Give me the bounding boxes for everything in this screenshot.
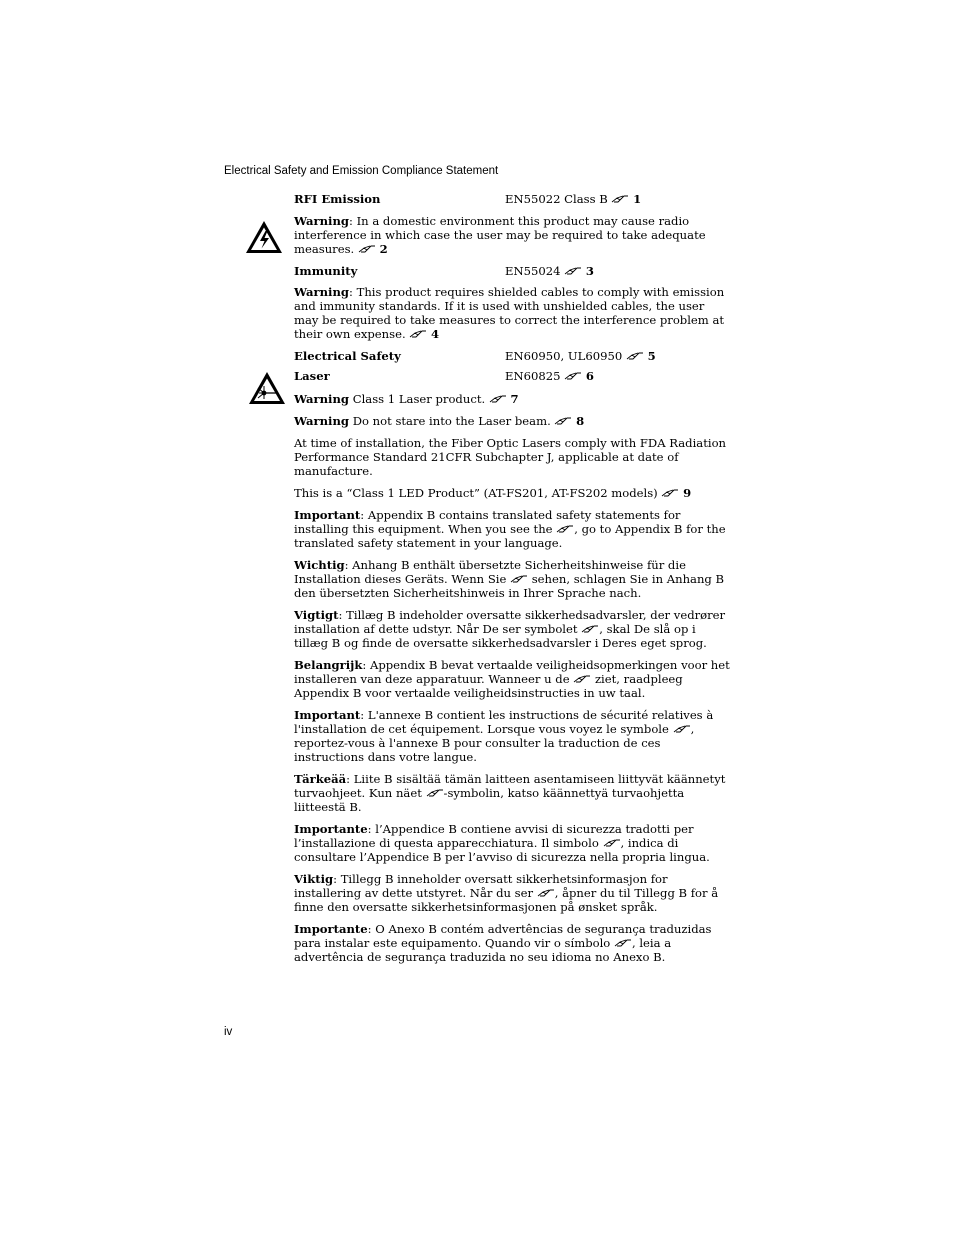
- pointing-hand-icon: [611, 194, 629, 204]
- led-statement: This is a “Class 1 LED Product” (AT-FS201, AT-FS202 models) 9: [294, 486, 692, 500]
- electrical-safety-standard: EN60950, UL60950 5: [505, 349, 656, 363]
- reference-number: 6: [585, 369, 594, 383]
- electrical-safety-label: Electrical Safety: [294, 349, 401, 363]
- pointing-hand-icon: [409, 329, 427, 339]
- laser-warning-icon: [247, 370, 287, 406]
- warning-laser-beam: Warning Do not stare into the Laser beam. 8: [294, 414, 585, 428]
- pointing-hand-icon: [426, 788, 444, 798]
- translation-note-pt: Importante: O Anexo B contém advertências de segurança traduzidas para instalar este equipamento. Quando vir o símbolo , leia a advertência de segurança traduzida no seu idioma no Anexo B.: [294, 922, 712, 964]
- fda-statement: At time of installation, the Fiber Optic Lasers comply with FDA Radiation Performance Standard 21CFR Subchapter J, applicable at date of manufacture.: [294, 436, 727, 478]
- pointing-hand-icon: [537, 888, 555, 898]
- immunity-label: Immunity: [294, 263, 358, 278]
- laser-standard: EN60825 6: [505, 369, 594, 383]
- reference-number: 5: [647, 349, 656, 363]
- warning-immunity: Warning: This product requires shielded cables to comply with emission and immunity standards. If it is used with unshielded cables, the user may be required to take measures to correct the interference problem at their own expense. 4: [294, 285, 725, 341]
- pointing-hand-icon: [556, 524, 574, 534]
- pointing-hand-icon: [510, 574, 528, 584]
- pointing-hand-icon: [564, 371, 582, 381]
- pointing-hand-icon: [489, 394, 507, 404]
- reference-number: 8: [576, 414, 585, 428]
- pointing-hand-icon: [603, 838, 621, 848]
- translation-note-fr: Important: L'annexe B contient les instructions de sécurité relatives à l'installation de cet équipement. Lorsque vous voyez le symbole , reportez-vous à l'annexe B pour consulter la traduction de ces instructions dans votre langue.: [294, 708, 714, 764]
- reference-number: 7: [510, 392, 519, 406]
- translation-note-de: Wichtig: Anhang B enthält übersetzte Sicherheitshinweise für die Installation dieses Geräts. Wenn Sie sehen, schlagen Sie in Anhang B den übersetzten Sicherheitshinweis in Ihrer Sprache nach.: [294, 558, 725, 600]
- immunity-standard: EN55024 3: [505, 263, 594, 278]
- translation-note-nl: Belangrijk: Appendix B bevat vertaalde veiligheidsopmerkingen voor het installeren van deze apparatuur. Wanneer u de ziet, raadpleeg Appendix B voor vertaalde veiligheidsinstructies in uw taal.: [294, 658, 730, 700]
- rfi-emission-standard: EN55022 Class B 1: [505, 192, 642, 206]
- reference-number: 1: [633, 192, 642, 206]
- translation-note-it: Importante: l’Appendice B contiene avvisi di sicurezza tradotti per l’installazione di questa apparecchiatura. Il simbolo , indica di consultare l’Appendice B per l’avviso di sicurezza nella propria lingua.: [294, 822, 710, 864]
- rfi-emission-row: [294, 192, 730, 206]
- pointing-hand-icon: [554, 416, 572, 426]
- lightning-bolt-warning-icon: [244, 219, 284, 255]
- laser-row: [294, 369, 730, 383]
- electrical-safety-row: [294, 349, 730, 363]
- rfi-emission-label: RFI Emission: [294, 192, 381, 206]
- warning-rfi: Warning: In a domestic environment this product may cause radio interference in which case the user may be required to take adequate measures. 2: [294, 213, 706, 256]
- page-number: iv: [224, 1026, 233, 1038]
- laser-label: Laser: [294, 369, 330, 383]
- reference-number: 9: [683, 486, 692, 500]
- compliance-body: [294, 192, 730, 972]
- pointing-hand-icon: [673, 724, 691, 734]
- pointing-hand-icon: [661, 488, 679, 498]
- immunity-row: [294, 264, 730, 278]
- translation-note-no: Viktig: Tillegg B inneholder oversatt sikkerhetsinformasjon for installering av dette utstyret. Når du ser , åpner du til Tillegg B for å finne den oversatte sikkerhetsinformasjonen på ønsket språk.: [294, 872, 719, 914]
- pointing-hand-icon: [573, 674, 591, 684]
- warning-laser-class: Warning Class 1 Laser product. 7: [294, 392, 519, 406]
- pointing-hand-icon: [614, 938, 632, 948]
- pointing-hand-icon: [581, 624, 599, 634]
- translation-note-da: Vigtigt: Tillæg B indeholder oversatte sikkerhedsadvarsler, der vedrører installation af dette udstyr. Når De ser symbolet , skal De slå op i tillæg B og finde de oversatte sikkerhedsadvarsler i Deres eget sprog.: [294, 608, 726, 650]
- pointing-hand-icon: [358, 244, 376, 254]
- reference-number: 4: [431, 327, 440, 341]
- reference-number: 3: [585, 263, 594, 278]
- reference-number: 2: [379, 241, 388, 256]
- pointing-hand-icon: [626, 351, 644, 361]
- running-header: Electrical Safety and Emission Compliance Statement: [224, 165, 499, 177]
- translation-note-en: Important: Appendix B contains translated safety statements for installing this equipment. When you see the , go to Appendix B for the translated safety statement in your language.: [294, 508, 726, 550]
- pointing-hand-icon: [564, 266, 582, 276]
- translation-note-fi: Tärkeää: Liite B sisältää tämän laitteen asentamiseen liittyvät käännetyt turvaohjeet. Kun näet -symbolin, katso käännettyä turvaohjetta liitteestä B.: [294, 772, 726, 814]
